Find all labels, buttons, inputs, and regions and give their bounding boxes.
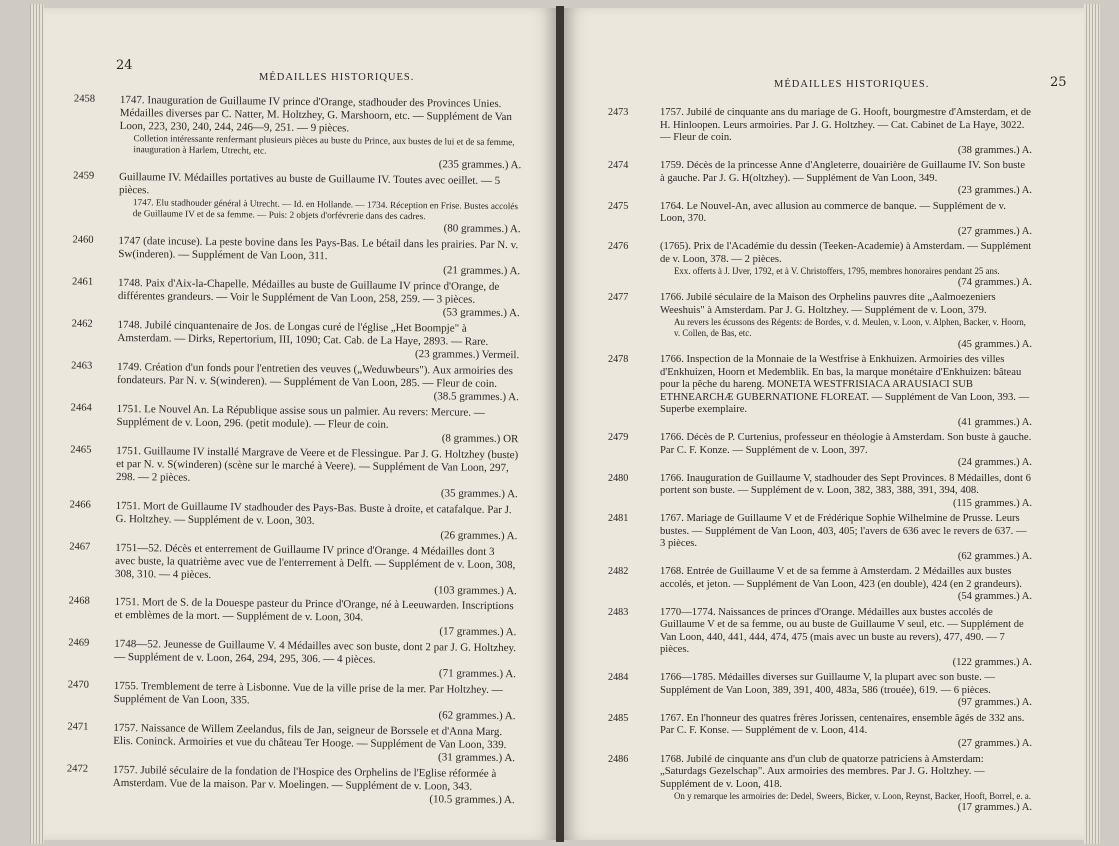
lot-number: 2459 [73,170,95,182]
lot-weight: (21 grammes.) A. [443,264,521,278]
catalog-entry [73,170,522,236]
right-page [564,8,1084,840]
catalog-entry [610,513,1032,563]
lot-weight: (235 grammes.) A. [438,158,522,172]
lot-description: (1765). Prix de l'Académie du dessin (Teeken-Academie) à Amsterdam. — Supplément de v. Loon, 378. — 2 pièces. [660,241,1032,265]
lot-weight: (35 grammes.) A. [440,486,518,500]
lot-description: 1766—1785. Médailles diverses sur Guillaume V, la plupart avec son buste. — Supplément de Van Loon, 389, 391, 400, 483a, 586 (trouée), 619. — 6 pièces. [660,672,996,696]
lot-description: 1766. Inspection de la Monnaie de la Westfrise à Enkhuizen. Armoiries des villes d'Enkhuizen, Hoorn et Medemblik. En bas, la marque monétaire d'Enkhuizen: bâteau pour la pêche du hareng. MONETA WESTFRISIACA ARAUSIACI SUB ETHNEARCHÆ GUBERNATIONE FLOREAT. — Supplément de Van Loon, 393. — Superbe exemplaire. [660,354,1030,416]
lot-number: 2464 [70,402,92,414]
lot-description: 1751. Guillaume IV installé Margrave de Veere et de Flessingue. Par J. G. Holtzhey (buste) et par N. v. S(winderen) (scène sur le marché à Veere). — Supplément de Van Loon, 297, 298. — 2 pièces. [115,444,519,484]
lot-number: 2458 [73,93,96,105]
lot-weight: (38.5 grammes.) A. [433,390,519,403]
lot-weight: (71 grammes.) A. [438,667,517,681]
catalog-entry [67,679,516,723]
lot-number: 2477 [608,292,629,304]
lot-number: 2485 [608,712,629,724]
lot-number: 2483 [608,606,629,618]
lot-number: 2468 [68,595,90,608]
lot-weight: (54 grammes.) A. [957,591,1032,603]
lot-number: 2473 [608,107,629,118]
running-header-left: MÉDAILLES HISTORIQUES. [259,72,415,83]
lot-number: 2466 [69,499,91,511]
lot-description: 1755. Tremblement de terre à Lisbonne. Vue de la ville prise de la mer. Par Holtzhey. — Supplément de Van Loon, 335. [113,680,503,707]
right-entries [610,107,1032,817]
catalog-entry [68,637,517,681]
lot-weight: (62 grammes.) A. [957,550,1032,562]
lot-description: Guillaume IV. Médailles portatives au buste de Guillaume IV. Toutes avec oeillet. — 5 pièces. [118,170,501,197]
lot-weight: (53 grammes.) A. [442,306,520,320]
lot-weight: (23 grammes.) Vermeil. [414,347,520,361]
lot-description: 1751—52. Décès et enterrement de Guillaume IV prince d'Orange. 4 Médailles dont 3 avec buste, la quatrième avec vue de l'enterrement à Delft. — Supplément de v. Loon, 308, 308, 310. — 4 pièces. [114,541,516,581]
left-page [44,8,556,840]
lot-note: Au revers les écussons des Régents: de Bordes, v. d. Meulen, v. Loon, v. Alphen, Backer, v. Hoorn, v. Collen, de Bas, etc. [674,317,1026,338]
catalog-entry [610,473,1032,511]
catalog-entry [610,241,1032,289]
lot-description: 1748. Jubilé cinquantenaire de Jos. de Longas curé de l'église „Het Boompje" à Amsterdam. — Dirks, Repertorium, III, 1090; Cat. Cab. de La Haye, 2893. — Rare. [117,318,489,348]
catalog-entry [71,360,519,404]
lot-description: 1747. Inauguration de Guillaume IV prince d'Orange, stadhouder des Provinces Unies. Médailles diverses par C. Natter, M. Holtzhey, G. Marshoorn, etc. — Supplément de Van Loon, 223, 230, 240, 244, 246—9, 251. — 9 pièces. [119,94,512,135]
lot-weight: (80 grammes.) A. [443,222,521,236]
lot-weight: (8 grammes.) OR [441,432,519,445]
lot-number: 2463 [71,360,93,372]
catalog-entry [67,721,516,765]
catalog-entry [610,292,1032,351]
lot-description: 1748—52. Jeunesse de Guillaume V. 4 Médailles avec son buste, dont 2 par J. G. Holtzhey. — Supplément de v. Loon, 264, 294, 295, 306. — 4 pièces. [114,638,517,667]
left-entries [66,93,522,810]
book-gutter [556,6,564,842]
running-header-right: MÉDAILLES HISTORIQUES. [774,79,930,90]
lot-description: 1766. Jubilé séculaire de la Maison des Orphelins pauvres dite „Aalmoezeniers Weeshuis" à Amsterdam. Par J. G. Holtzhey. — Supplément de v. Loon, 379. [660,292,996,316]
lot-weight: (31 grammes.) A. [438,751,516,765]
page-edges-right [1084,4,1100,844]
lot-description: 1759. Décès de la princesse Anne d'Angleterre, douairière de Guillaume IV. Son buste à gauche. Par J. G. H(oltzhey). — Supplément de Van Loon, 349. [660,160,1026,184]
lot-number: 2461 [71,276,94,288]
catalog-entry [73,93,522,172]
page-edges-left [30,4,44,844]
lot-number: 2470 [67,679,89,692]
page-number-left: 24 [116,58,133,73]
catalog-entry [71,276,520,320]
lot-weight: (38 grammes.) A. [957,144,1032,156]
lot-number: 2460 [72,234,94,246]
lot-number: 2474 [608,160,629,172]
lot-number: 2481 [608,513,629,525]
lot-description: 1757. Jubilé séculaire de la fondation de l'Hospice des Orphelins de l'Eglise réformée à Amsterdam. Vue de la maison. Par v. Moelingen. — Supplément de v. Loon, 343. [112,764,497,794]
lot-weight: (26 grammes.) A. [440,528,518,542]
lot-description: 1766. Inauguration de Guillaume V, stadhouder des Sept Provinces. 8 Médailles, dont 6 portent son buste. — Supplément de v. Loon, 382, 383, 388, 391, 394, 408. [660,472,1031,497]
lot-description: 1747 (date incuse). La peste bovine dans les Pays-Bas. Le bétail dans les prairies. Par N. v. Sw(inderen). — Supplément de Van Loon, 311. [118,234,519,263]
lot-description: 1749. Création d'un fonds pour l'entretien des veuves („Weduwbeurs"). Aux armoiries des fondateurs. Par N. v. S(winderen). — Supplément de Van Loon, 285. — Fleur de coin. [116,360,514,390]
catalog-entry [610,607,1032,670]
lot-number: 2482 [608,566,629,578]
lot-description: 1751. Mort de Guillaume IV stadhouder des Pays-Bas. Buste à droite, et catafalque. Par J. G. Holtzhey. — Supplément de v. Loon, 303. [115,499,512,527]
lot-weight: (23 grammes.) A. [957,185,1032,197]
lot-weight: (45 grammes.) A. [957,338,1032,350]
catalog-entry [69,499,518,543]
lot-note: 1747. Elu stadhouder général à Utrecht. — Id. en Hollande. — 1734. Réception en Frise. Bustes accolés de Guillaume IV et de sa femme. — Puis: 2 objets d'orfévrerie dans des cadres. [132,197,519,222]
lot-description: 1770—1774. Naissances de princes d'Orange. Médailles aux bustes accolés de Guillaume V et de sa femme, ou au buste de Guillaume V seul, etc. — Supplément de Van Loon, 440, 441, 444, 474, 475 (mais avec un buste au revers), 477, 490. — 7 pièces. [660,606,1024,656]
lot-number: 2475 [608,200,629,212]
catalog-entry [70,402,519,446]
lot-description: 1767. En l'honneur des quatres frères Jorissen, centenaires, ensemble âgés de 332 ans. Par C. F. Konse. — Supplément de v. Loon, 414. [660,712,1025,737]
lot-number: 2480 [608,472,629,484]
lot-description: 1748. Paix d'Aix-la-Chapelle. Médailles au buste de Guillaume IV prince d'Orange, de différentes grandeurs. — Voir le Supplément de Van Loon, 258, 259. — 3 pièces. [117,276,500,306]
lot-description: 1751. Mort de S. de la Douespe pasteur du Prince d'Orange, né à Leeuwarden. Inscriptions et emblèmes de la mort. — Supplément de v. Loon, 304. [114,596,514,625]
lot-number: 2486 [608,753,629,765]
lot-number: 2465 [70,444,92,456]
lot-weight: (10.5 grammes.) A. [429,793,515,807]
lot-number: 2484 [608,672,629,684]
lot-weight: (103 grammes.) A. [434,583,517,597]
lot-weight: (97 grammes.) A. [957,697,1032,709]
lot-description: 1766. Décès de P. Curtenius, professeur en théologie à Amsterdam. Son buste à gauche. Par C. F. Konze. — Supplément de v. Loon, 397. [660,432,1032,456]
catalog-entry [610,354,1032,429]
lot-description: 1757. Jubilé de cinquante ans du mariage de G. Hooft, bourgmestre d'Amsterdam, et de H. Hinloopen. Leurs armoiries. Par J. G. Holtzhey. — Cat. Cabinet de La Haye, 3022. — Fleur de coin. [660,107,1031,144]
lot-weight: (27 grammes.) A. [957,737,1032,749]
lot-weight: (41 grammes.) A. [957,416,1032,428]
catalog-entry [610,107,1032,157]
lot-description: 1767. Mariage de Guillaume V et de Frédérique Sophie Wilhelmine de Prusse. Leurs bustes. — Supplément de Van Loon, 403, 405; l'avers de 636 avec le revers de 637. — 3 pièces. [660,513,1027,550]
lot-description: 1768. Entrée de Guillaume V et de sa femme à Amsterdam. 2 Médailles aux bustes accolés, et jeton. — Supplément de Van Loon, 423 (en double), 424 (en 2 grandeurs). [660,566,1022,590]
catalog-entry [610,201,1032,239]
page-number-right: 25 [1050,75,1067,90]
lot-note: On y remarque les armoiries de: Dedel, Sweers, Bicker, v. Loon, Reynst, Backer, Hooft, Borrel, e. a. [674,791,1031,802]
catalog-entry [72,234,521,278]
catalog-entry [68,595,517,639]
lot-number: 2479 [608,432,629,444]
lot-weight: (115 grammes.) A. [952,497,1032,509]
catalog-entry [66,763,515,807]
lot-number: 2469 [68,637,90,650]
catalog-entry [610,754,1032,815]
lot-weight: (24 grammes.) A. [957,457,1032,469]
catalog-entry [610,672,1032,710]
catalog-entry [610,432,1032,470]
lot-number: 2476 [608,241,629,253]
catalog-entry [70,444,519,501]
lot-number: 2462 [71,318,93,330]
catalog-entry [610,566,1032,604]
catalog-entry [69,541,518,598]
lot-number: 2478 [608,354,629,366]
lot-description: 1751. Le Nouvel An. La République assise sous un palmier. Au revers: Mercure. — Supplément de v. Loon, 296. (petit module). — Fleur de coin. [116,402,485,431]
lot-weight: (27 grammes.) A. [957,225,1032,237]
catalog-entry [71,318,520,362]
lot-number: 2472 [66,763,89,775]
lot-weight: (74 grammes.) A. [957,276,1032,288]
lot-number: 2467 [69,541,91,553]
lot-note: Colletion intéressante renfermant plusieurs pièces au buste du Prince, aux bustes de lui et de sa femme, inauguration à Harlem, Utrecht, etc. [133,133,515,156]
lot-description: 1757. Naissance de Willem Zeelandus, fils de Jan, seigneur de Borssele et d'Anna Marg. Elis. Coninck. Armoiries et vue du château Ter Hooge. — Supplément de Van Loon, 339. [113,722,507,752]
catalog-entry [610,713,1032,751]
lot-number: 2471 [67,721,89,734]
lot-description: 1764. Le Nouvel-An, avec allusion au commerce de banque. — Supplément de v. Loon, 370. [660,200,1006,225]
lot-note: Exx. offerts à J. IJver, 1792, et à V. Christoffers, 1795, membres honoraires pendant 25 ans. [674,266,1000,277]
lot-description: 1768. Jubilé de cinquante ans d'un club de quatorze patriciens à Amsterdam: „Saturdags Gezelschap". Aux armoiries des membres. Par J. G. Holtzhey. — Supplément de v. Loon, 418. [660,753,985,790]
lot-weight: (62 grammes.) A. [438,709,516,723]
catalog-entry [610,160,1032,198]
lot-weight: (17 grammes.) A. [439,625,517,639]
lot-weight: (122 grammes.) A. [952,656,1032,668]
lot-weight: (17 grammes.) A. [957,801,1032,813]
